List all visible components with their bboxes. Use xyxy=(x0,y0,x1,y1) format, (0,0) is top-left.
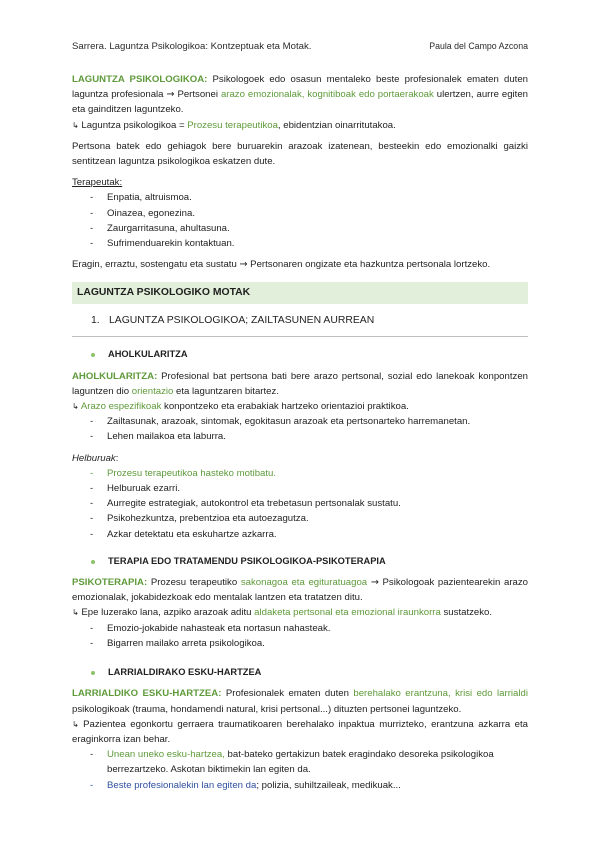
hook-arrow-icon: ↳ xyxy=(72,402,79,412)
aholkularitza-list xyxy=(72,414,528,444)
aholkularitza-definition: AHOLKULARITZA: Profesional bat pertsona bati bere arazo pertsonal, sozial edo lanekoak konpontzen laguntzen dio orientazio eta laguntzaren bitartez. xyxy=(72,370,528,397)
list-item: - Azkar detektatu eta eskuhartze azkarra. xyxy=(72,527,528,542)
larrialdi-note: ↳ Pazientea egonkortu gerraera traumatikoaren berehalako inpaktua murrizteko, erantzuna azkarra eta eraginkorra izan behar. xyxy=(72,718,528,745)
page-header xyxy=(72,39,528,53)
list-item: - Enpatia, altruismoa. xyxy=(72,190,528,205)
section-heading: LAGUNTZA PSIKOLOGIKO MOTAK xyxy=(72,282,528,304)
list-item: - Aurregite estrategiak, autokontrol eta trebetasun pertsonalak sustatu. xyxy=(72,496,528,511)
goals-label: Helburuak: xyxy=(72,452,119,464)
psikoterapia-list xyxy=(72,621,528,651)
hook-arrow-icon: ↳ xyxy=(72,120,79,130)
intro-term: LAGUNTZA PSIKOLOGIKOA: xyxy=(72,74,208,85)
list-item: - Helburuak ezarri. xyxy=(72,481,528,496)
document-body xyxy=(72,72,528,793)
larrialdi-list xyxy=(72,747,528,793)
aholkularitza-note: ↳ Arazo espezifikoak konpontzeko eta erabakiak hartzeko orientazioi praktikoa. xyxy=(72,401,409,413)
arrow-icon: → xyxy=(370,577,379,589)
list-item: - Unean uneko esku-hartzea, bat-bateko gertakizun batek eragindako desoreka psikologikoa berrezartzeko. Askotan biktimekin lan egiten da. xyxy=(72,747,528,777)
intro-definition: LAGUNTZA PSIKOLOGIKOA: Psikologoek edo osasun mentaleko beste profesionalek ematen duten laguntza profesionala → Pertsonei arazo emozionalak, kognitiboak edo portaerakoak ulertzen, aurre egiten eta gainditzen laguntzeko. xyxy=(72,74,528,116)
header-author: Paula del Campo Azcona xyxy=(429,41,528,51)
list-item: - Lehen mailakoa eta laburra. xyxy=(72,429,528,444)
arrow-icon: → xyxy=(239,259,248,271)
aholkularitza-heading: AHOLKULARITZA xyxy=(72,347,528,362)
goals-list xyxy=(72,466,528,542)
list-item: - Beste profesionalekin lan egiten da; polizia, suhiltzaileak, medikuak... xyxy=(72,778,528,793)
therapists-label: Terapeutak: xyxy=(72,177,123,189)
psikoterapia-definition: PSIKOTERAPIA: Prozesu terapeutiko sakonagoa eta egituratuagoa → Psikologoak pazientearekin arazo emozionalak, jokabidezkoak edo mentalak lantzen eta tratatzen ditu. xyxy=(72,577,528,604)
list-item: - Oinazea, egonezina. xyxy=(72,206,528,221)
header-title: Sarrera. Laguntza Psikologikoa: Kontzeptuak eta Motak. xyxy=(72,41,312,52)
subsection-heading: 1. LAGUNTZA PSIKOLOGIKOA; ZAILTASUNEN AURREAN xyxy=(91,315,375,327)
therapists-list xyxy=(72,190,528,251)
intro-closing: Eragin, erraztu, sostengatu eta sustatu → Pertsonaren ongizate eta hazkuntza pertsonala lortzeko. xyxy=(72,259,491,271)
larrialdi-heading: LARRIALDIRAKO ESKU-HARTZEA xyxy=(72,665,528,680)
divider xyxy=(72,336,528,337)
list-item: - Bigarren mailako arreta psikologikoa. xyxy=(72,636,528,651)
list-item: - Prozesu terapeutikoa hasteko motibatu. xyxy=(72,466,528,481)
intro-note: ↳ Laguntza psikologikoa = Prozesu terapeutikoa, ebidentzian oinarritutakoa. xyxy=(72,119,396,131)
list-item: - Zaurgarritasuna, ahultasuna. xyxy=(72,221,528,236)
hook-arrow-icon: ↳ xyxy=(72,608,79,618)
psikoterapia-heading: TERAPIA EDO TRATAMENDU PSIKOLOGIKOA-PSIKOTERAPIA xyxy=(72,554,528,569)
hook-arrow-icon: ↳ xyxy=(72,719,79,729)
larrialdi-definition: LARRIALDIKO ESKU-HARTZEA: Profesionalek ematen duten berehalako erantzuna, krisi edo larrialdi psikologikoak (trauma, hondamendi natural, krisi pertsonal...) dituzten pertsonei laguntzeko. xyxy=(72,688,528,715)
psikoterapia-note: ↳ Epe luzerako lana, azpiko arazoak aditu aldaketa pertsonal eta emozional iraunkorra sustatzeko. xyxy=(72,607,493,619)
list-item: - Zailtasunak, arazoak, sintomak, egokitasun arazoak eta pertsonarteko harremanetan. xyxy=(72,414,528,429)
arrow-icon: → xyxy=(166,89,175,101)
list-item: - Sufrimenduarekin kontaktuan. xyxy=(72,236,528,251)
list-item: - Psikohezkuntza, prebentzioa eta autoezagutza. xyxy=(72,511,528,526)
list-item: - Emozio-jokabide nahasteak eta nortasun nahasteak. xyxy=(72,621,528,636)
intro-paragraph: Pertsona batek edo gehiagok bere buruarekin arazoak izatenean, besteekin edo emozionalki gaizki sentitzean laguntza psikologikoa eskatzen dute. xyxy=(72,140,528,168)
